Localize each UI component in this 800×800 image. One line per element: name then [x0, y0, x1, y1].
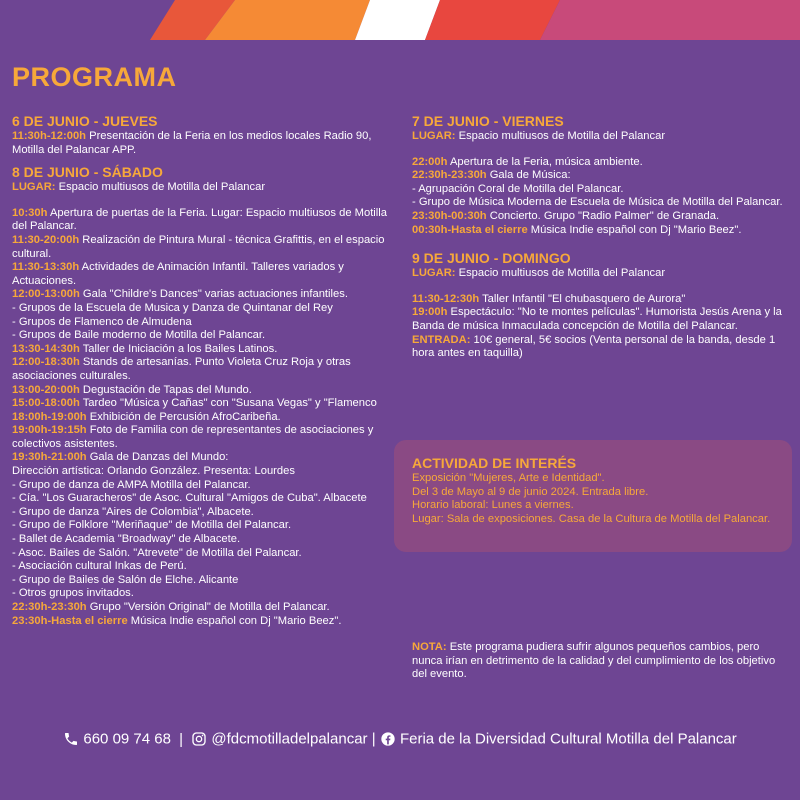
schedule-item: [12, 343, 394, 357]
schedule-item: [12, 234, 394, 261]
schedule-text: Música Indie español con Dj "Mario Beez".: [527, 223, 742, 236]
schedule-item: [12, 533, 394, 547]
schedule-text: - Asociación cultural Inkas de Perú.: [12, 560, 187, 573]
interest-line: Lugar: Sala de exposiciones. Casa de la Cultura de Motilla del Palancar.: [412, 512, 771, 525]
schedule-time: 00:30h-Hasta el cierre: [412, 223, 528, 236]
schedule-item: [12, 356, 394, 383]
interest-heading: ACTIVIDAD DE INTERÉS: [412, 455, 577, 471]
schedule-time: 11:30h-12:00h: [12, 130, 87, 142]
schedule-time: 11:30-20:00h: [12, 233, 80, 246]
day3-list: [412, 156, 790, 238]
schedule-text: - Grupo de danza "Aires de Colombia", Albacete.: [12, 505, 254, 518]
schedule-time: 23:30h-00:30h: [412, 209, 487, 222]
day-heading-friday: 7 DE JUNIO - VIERNES: [412, 113, 564, 129]
schedule-text: Gala "Childre's Dances" varias actuaciones infantiles.: [79, 288, 348, 301]
schedule-text: - Grupo de Bailes de Salón de Elche. Alicante: [12, 573, 239, 586]
sunday-place: LUGAR: Espacio multiusos de Motilla del Palancar: [412, 267, 666, 280]
interest-line: Horario laboral: Lunes a viernes.: [412, 499, 574, 512]
day-heading-saturday: 8 DE JUNIO - SÁBADO: [12, 164, 163, 181]
schedule-item: [12, 316, 394, 330]
left-column: [12, 112, 394, 628]
schedule-item: [12, 560, 394, 574]
day1-list: [12, 130, 394, 157]
schedule-item: [12, 615, 394, 629]
schedule-item: [12, 411, 394, 425]
schedule-item: [12, 207, 394, 234]
schedule-item: [412, 210, 790, 224]
schedule-time: 19:00h: [412, 306, 448, 319]
schedule-time: 19:00h-19:15h: [12, 424, 87, 437]
friday-place: LUGAR: Espacio multiusos de Motilla del Palancar: [412, 130, 666, 142]
schedule-item: [412, 169, 790, 183]
schedule-time: 23:30h-Hasta el cierre: [12, 614, 128, 627]
schedule-time: 15:00-18:00h: [12, 397, 80, 410]
schedule-item: [12, 574, 394, 588]
schedule-time: 12:00-18:30h: [12, 356, 80, 369]
schedule-item: [12, 130, 394, 157]
instagram-handle[interactable]: @fdcmotilladelpalancar: [211, 730, 368, 748]
separator: |: [179, 730, 184, 748]
saturday-place: LUGAR: Espacio multiusos de Motilla del Palancar: [12, 181, 266, 194]
schedule-text: Gala de Música:: [486, 169, 571, 182]
day4-list: [412, 293, 790, 361]
schedule-item: [412, 183, 790, 197]
schedule-text: Taller Infantil "El chubasquero de Aurora": [479, 292, 686, 305]
schedule-item: [12, 384, 394, 398]
schedule-text: Grupo "Versión Original" de Motilla del Palancar.: [86, 601, 330, 613]
page-title: PROGRAMA: [12, 62, 177, 92]
schedule-text: Foto de Familia con de representantes de asociaciones y colectivos asistentes.: [12, 424, 374, 450]
schedule-item: [12, 288, 394, 302]
schedule-item: [12, 547, 394, 561]
schedule-text: - Asoc. Bailes de Salón. "Atrevete" de Motilla del Palancar.: [12, 546, 302, 559]
schedule-item: [12, 492, 394, 506]
schedule-text: Tardeo "Música y Cañas" con "Susana Vegas" y "Flamenco: [79, 397, 377, 410]
right-column: [412, 112, 790, 361]
schedule-text: Gala de Danzas del Mundo:: [86, 451, 229, 464]
schedule-item: [12, 519, 394, 533]
schedule-text: - Cía. "Los Guaracheros" de Asoc. Cultural "Amigos de Cuba". Albacete: [12, 492, 367, 505]
note: NOTA: Este programa pudiera sufrir algunos pequeños cambios, pero nunca irían en detrimento de la calidad y del cumplimiento de los objetivo del evento.: [412, 641, 776, 681]
instagram-icon: [191, 731, 207, 747]
schedule-text: - Grupo de Folklore "Meriñaque" de Motilla del Palancar.: [12, 519, 292, 532]
schedule-text: 10€ general, 5€ socios (Venta personal de la banda, desde 1 hora antes en taquilla): [412, 333, 776, 360]
schedule-item: [12, 424, 394, 451]
facebook-icon: [380, 731, 396, 747]
interest-line: Exposición "Mujeres, Arte e Identidad".: [412, 472, 605, 484]
schedule-time: 11:30-13:30h: [12, 261, 80, 274]
interest-line: Del 3 de Mayo al 9 de junio 2024. Entrada libre.: [412, 485, 649, 498]
deco-coral-shape: [425, 0, 560, 40]
schedule-time: 13:30-14:30h: [12, 342, 80, 355]
schedule-item: [12, 329, 394, 343]
schedule-item: [412, 334, 790, 361]
schedule-text: - Agrupación Coral de Motilla del Palancar.: [412, 182, 624, 195]
footer: [0, 730, 800, 748]
schedule-time: 13:00-20:00h: [12, 383, 80, 396]
schedule-time: 18:00h-19:00h: [12, 410, 87, 423]
schedule-time: 22:30h-23:30h: [412, 169, 487, 182]
schedule-item: [12, 302, 394, 316]
schedule-text: Música Indie español con Dj "Mario Beez".: [127, 614, 342, 627]
schedule-text: - Grupo de Música Moderna de Escuela de Música de Motilla del Palancar.: [412, 196, 783, 209]
schedule-text: Degustación de Tapas del Mundo.: [79, 383, 252, 396]
schedule-item: [12, 601, 394, 615]
schedule-item: [12, 465, 394, 479]
schedule-item: [412, 156, 790, 170]
schedule-time: 22:00h: [412, 155, 448, 168]
schedule-time: 19:30h-21:00h: [12, 451, 87, 464]
facebook-page[interactable]: Feria de la Diversidad Cultural Motilla del Palancar: [399, 730, 737, 748]
schedule-time: 12:00-13:00h: [12, 288, 80, 301]
schedule-text: Realización de Pintura Mural - técnica Grafittis, en el espacio cultural.: [12, 233, 385, 260]
schedule-item: [12, 397, 394, 411]
schedule-text: Taller de Iniciación a los Bailes Latinos.: [79, 342, 278, 355]
schedule-text: - Grupos de Baile moderno de Motilla del Palancar.: [12, 329, 266, 342]
interest-box: [394, 440, 792, 552]
day-heading-thursday: 6 DE JUNIO - JUEVES: [12, 113, 158, 129]
deco-pink-shape: [540, 0, 800, 40]
schedule-text: Apertura de la Feria, música ambiente.: [447, 155, 643, 168]
schedule-time: ENTRADA:: [412, 333, 471, 346]
schedule-text: Actividades de Animación Infantil. Talleres variados y Actuaciones.: [12, 261, 344, 287]
decorative-header-shapes: [0, 0, 800, 40]
phone-number[interactable]: 660 09 74 68: [83, 730, 171, 748]
schedule-text: - Grupo de danza de AMPA Motilla del Palancar.: [12, 478, 251, 491]
schedule-item: [412, 293, 790, 307]
schedule-time: 22:30h-23:30h: [12, 601, 87, 613]
schedule-text: - Otros grupos invitados.: [12, 587, 134, 600]
schedule-time: 10:30h: [12, 206, 48, 219]
phone-icon: [63, 731, 79, 747]
schedule-text: Stands de artesanías. Punto Violeta Cruz Roja y otras asociaciones culturales.: [12, 356, 351, 382]
schedule-text: Concierto. Grupo "Radio Palmer" de Granada.: [486, 209, 720, 222]
schedule-item: [412, 306, 790, 333]
schedule-item: [12, 506, 394, 520]
schedule-item: [12, 261, 394, 288]
day2-list: [12, 207, 394, 628]
schedule-text: Presentación de la Feria en los medios locales Radio 90, Motilla del Palancar APP.: [12, 130, 372, 156]
schedule-time: 11:30-12:30h: [412, 292, 480, 305]
schedule-text: Apertura de puertas de la Feria. Lugar: Espacio multiusos de Motilla del Palancar.: [12, 206, 387, 233]
day-heading-sunday: 9 DE JUNIO - DOMINGO: [412, 250, 571, 267]
schedule-item: [12, 479, 394, 493]
schedule-text: - Grupos de la Escuela de Musica y Danza de Quintanar del Rey: [12, 301, 333, 314]
schedule-item: [12, 587, 394, 601]
schedule-text: - Grupos de Flamenco de Almudena: [12, 315, 192, 328]
schedule-text: Dirección artística: Orlando González. Presenta: Lourdes: [12, 465, 295, 478]
separator: |: [371, 730, 376, 748]
schedule-item: [12, 451, 394, 465]
schedule-text: Espectáculo: "No te montes películas". Humorista Jesús Arena y la Banda de música Inmaculada concepción de Motilla del Palancar.: [412, 306, 782, 332]
schedule-item: [412, 196, 790, 210]
schedule-item: [412, 224, 790, 238]
schedule-text: - Ballet de Academia "Broadway" de Albacete.: [12, 533, 241, 546]
schedule-text: Exhibición de Percusión AfroCaribeña.: [86, 410, 281, 423]
